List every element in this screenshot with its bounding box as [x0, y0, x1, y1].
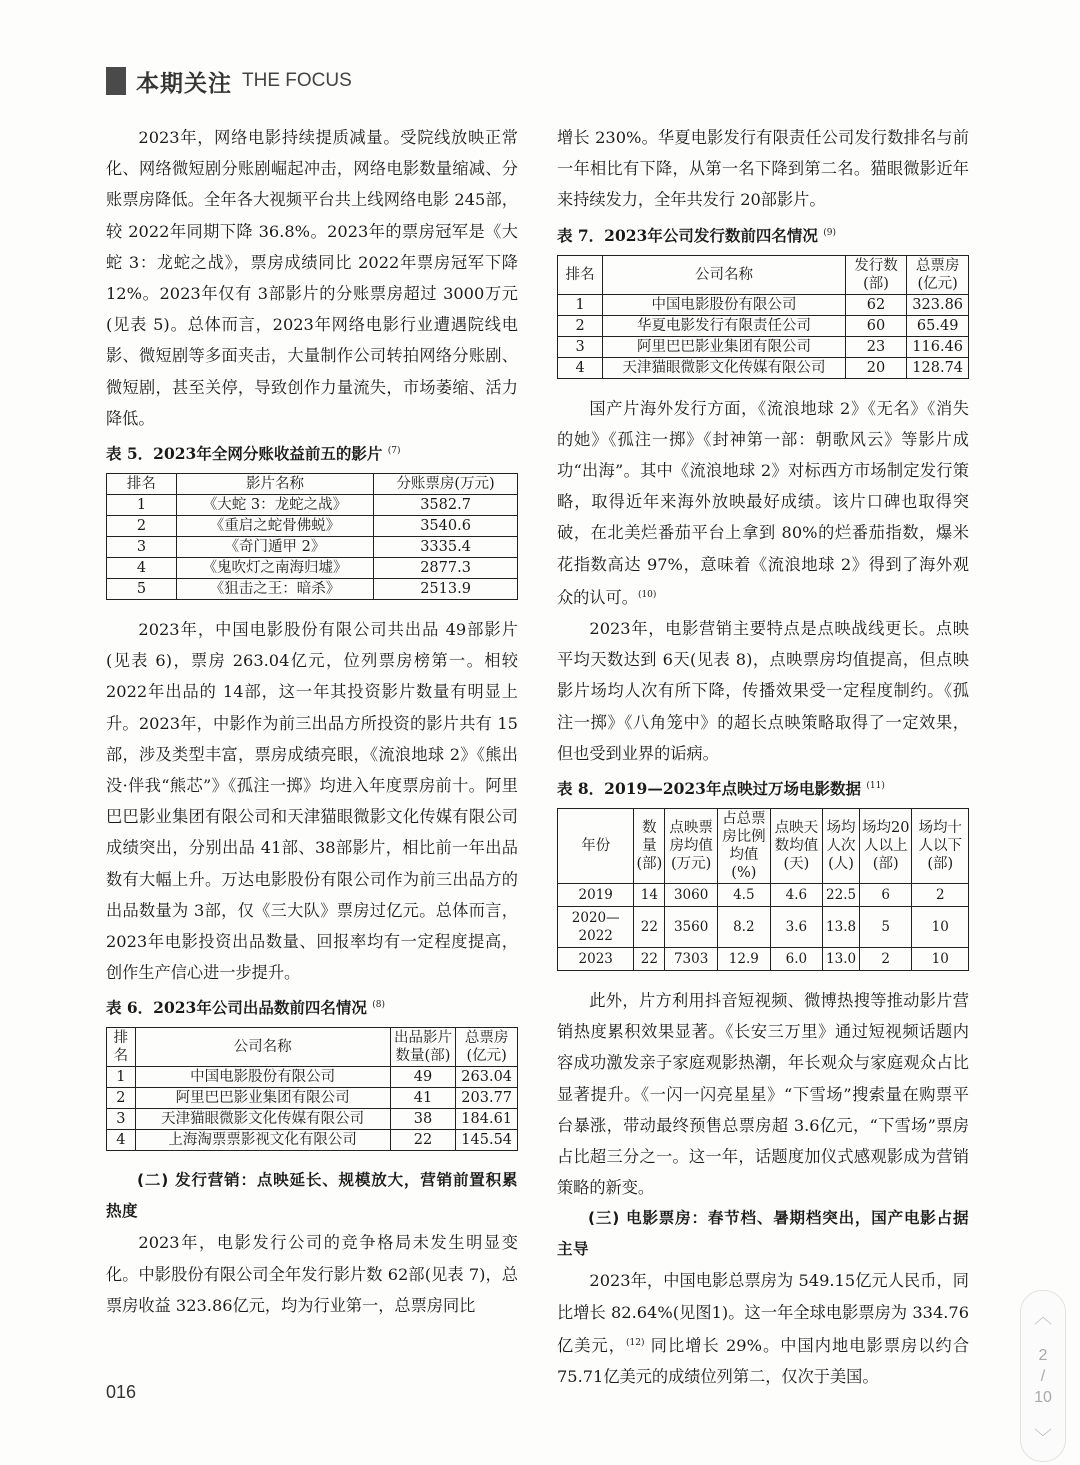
- table-cell: 2513.9: [374, 579, 518, 600]
- table-5-caption: 表 5．2023年全网分账收益前五的影片 $^{(7)}$: [106, 444, 401, 464]
- table-cell: 2: [107, 1088, 136, 1109]
- table-header-cell: 年份: [558, 809, 634, 884]
- table-header-cell: 总票房(亿元): [456, 1028, 518, 1067]
- table-8: [557, 808, 969, 971]
- table-cell: 1: [558, 294, 603, 315]
- table-cell: 145.54: [456, 1130, 518, 1151]
- prev-page-button[interactable]: ︿: [1034, 1307, 1052, 1327]
- table-header-cell: 点映票房均值(万元): [665, 809, 718, 884]
- table-header-row: [107, 474, 518, 495]
- table-cell: 323.86: [907, 294, 969, 315]
- table-row: [107, 1067, 518, 1088]
- current-page: 2: [1038, 1347, 1048, 1364]
- table-cell: 5: [107, 579, 177, 600]
- table-6-caption: 表 6．2023年公司出品数前四名情况 $^{(8)}$: [106, 998, 385, 1018]
- table-header-cell: 排名: [107, 1028, 136, 1067]
- page-separator: /: [1040, 1368, 1046, 1385]
- table-header-cell: 影片名称: [176, 474, 373, 495]
- paragraph: 国产片海外发行方面，《流浪地球 2》《无名》《消失的她》《孤注一掷》《封神第一部：朝歌风云》等影片成功“出海”。其中《流浪地球 2》对标西方市场制定发行策略，取得近年来海外放映最好成绩。该片口碑也取得突破，在北美烂番茄平台上拿到 80%的烂番茄指数，爆米花指数高达 97%，意味着《流浪地球 2》得到了海外观众的认可。$^{(10)}$: [557, 398, 969, 607]
- paragraph: 增长 230%。华夏电影发行有限责任公司发行数排名与前一年相比有下降，从第一名下降到第二名。猫眼微影近年来持续发力，全年共发行 20部影片。: [557, 128, 969, 210]
- total-pages: 10: [1034, 1389, 1052, 1406]
- table-cell: 49: [390, 1067, 456, 1088]
- table-cell: 2: [558, 315, 603, 336]
- table-row: [558, 948, 969, 971]
- table-row: [107, 1109, 518, 1130]
- table-cell: 阿里巴巴影业集团有限公司: [603, 336, 846, 357]
- table-cell: 2019: [558, 884, 634, 907]
- table-row: [558, 357, 969, 378]
- table-row: [558, 315, 969, 336]
- table-cell: 2023: [558, 948, 634, 971]
- table-row: [107, 1088, 518, 1109]
- paragraph: 2023年，中国电影股份有限公司共出品 49部影片(见表 6)，票房 263.04亿元，位列票房榜第一。相较 2022年出品的 14部，这一年其投资影片数量有明显上升。2023年，中影作为前三出品方所投资的影片共有 15部，涉及类型丰富，票房成绩亮眼，《流浪地球 2》《熊出没·伴我“熊芯”》《孤注一掷》均进入年度票房前十。阿里巴巴影业集团有限公司和天津猫眼微影文化传媒有限公司成绩突出，分别出品 41部、38部影片，相比前一年出品数有大幅上升。万达电影股份有限公司作为前三出品方的出品数量为 3部，仅《三大队》票房过亿元。总体而言，2023年电影投资出品数量、回报率均有一定程度提高，创作生产信心进一步提升。: [106, 620, 518, 983]
- paragraph: 此外，片方利用抖音短视频、微博热搜等推动影片营销热度累积效果显著。《长安三万里》通过短视频话题内容成功激发亲子家庭观影热潮，年长观众与家庭观众占比显著提升。《一闪一闪亮星星》“下雪场”搜索量在购票平台暴涨，带动最终预售总票房超 3.6亿元，“下雪场”票房占比超三分之一。这一年，话题度加仪式感观影成为营销策略的新变。: [557, 991, 969, 1198]
- table-cell: 184.61: [456, 1109, 518, 1130]
- table-row: [107, 537, 518, 558]
- table-row: [107, 1130, 518, 1151]
- table-header-cell: 占总票房比例均值(%): [718, 809, 771, 884]
- header-block-icon: [106, 67, 126, 95]
- table-cell: 3: [107, 537, 177, 558]
- table-header-cell: 数量(部): [634, 809, 665, 884]
- table-cell: 4: [107, 558, 177, 579]
- table-header-cell: 场均人次(人): [823, 809, 860, 884]
- page-navigator: [1020, 1290, 1066, 1462]
- table-cell: 2: [859, 948, 912, 971]
- table-cell: 6.0: [770, 948, 823, 971]
- table-cell: 阿里巴巴影业集团有限公司: [135, 1088, 390, 1109]
- table-header-row: [558, 255, 969, 294]
- table-cell: 中国电影股份有限公司: [135, 1067, 390, 1088]
- table-cell: 2: [912, 884, 969, 907]
- paragraph: 2023年，中国电影总票房为 549.15亿元人民币，同比增长 82.64%(见图1)。这一年全球电影票房为 334.76亿美元，$^{(12)}$ 同比增长 29%。中国内地电影票房以约合 75.71亿美元的成绩位列第二，仅次于美国。: [557, 1271, 970, 1387]
- next-page-button[interactable]: ﹀: [1034, 1428, 1052, 1448]
- table-cell: 116.46: [907, 336, 969, 357]
- table-cell: 128.74: [907, 357, 969, 378]
- table-cell: 20: [845, 357, 907, 378]
- table-cell: 中国电影股份有限公司: [603, 294, 846, 315]
- table-row: [558, 884, 969, 907]
- table-cell: 天津猫眼微影文化传媒有限公司: [603, 357, 846, 378]
- table-cell: 《重启之蛇骨佛蜕》: [176, 516, 373, 537]
- table-header-cell: 公司名称: [135, 1028, 390, 1067]
- table-cell: 10: [912, 948, 969, 971]
- table-cell: 41: [390, 1088, 456, 1109]
- table-cell: 14: [634, 884, 665, 907]
- table-cell: 60: [845, 315, 907, 336]
- table-row: [107, 495, 518, 516]
- table-cell: 2877.3: [374, 558, 518, 579]
- table-cell: 13.8: [823, 907, 860, 948]
- table-cell: 3: [107, 1109, 136, 1130]
- table-5: [106, 473, 518, 600]
- table-header-cell: 排名: [558, 255, 603, 294]
- table-cell: 7303: [665, 948, 718, 971]
- table-cell: 38: [390, 1109, 456, 1130]
- left-column: [106, 122, 518, 1321]
- table-cell: 65.49: [907, 315, 969, 336]
- table-cell: 4.5: [718, 884, 771, 907]
- table-cell: 10: [912, 907, 969, 948]
- table-cell: 13.0: [823, 948, 860, 971]
- table-row: [107, 579, 518, 600]
- table-cell: 22: [634, 948, 665, 971]
- table-cell: 《鬼吹灯之南海归墟》: [176, 558, 373, 579]
- table-header-cell: 排名: [107, 474, 177, 495]
- section-heading: (二) 发行营销：点映延长、规模放大，营销前置积累热度: [106, 1171, 518, 1221]
- table-cell: 4.6: [770, 884, 823, 907]
- table-cell: 2020—2022: [558, 907, 634, 948]
- table-cell: 62: [845, 294, 907, 315]
- table-cell: 3582.7: [374, 495, 518, 516]
- paragraph: 2023年，电影发行公司的竞争格局未发生明显变化。中影股份有限公司全年发行影片数 62部(见表 7)，总票房收益 323.86亿元，均为行业第一，总票房同比: [106, 1233, 518, 1315]
- table-header-cell: 场均20人以上(部): [859, 809, 912, 884]
- paragraph: 2023年，电影营销主要特点是点映战线更长。点映平均天数达到 6天(见表 8)，点映票房均值提高，但点映影片场均人次有所下降，传播效果受一定程度制约。《孤注一掷》《八角笼中》的超长点映策略取得了一定效果，但也受到业界的诟病。: [557, 619, 969, 763]
- table-6: [106, 1027, 518, 1151]
- table-row: [107, 516, 518, 537]
- table-header-cell: 发行数(部): [845, 255, 907, 294]
- table-cell: 23: [845, 336, 907, 357]
- table-cell: 华夏电影发行有限责任公司: [603, 315, 846, 336]
- table-cell: 3.6: [770, 907, 823, 948]
- table-cell: 12.9: [718, 948, 771, 971]
- table-cell: 3060: [665, 884, 718, 907]
- table-cell: 1: [107, 495, 177, 516]
- table-cell: 4: [558, 357, 603, 378]
- table-header-cell: 出品影片数量(部): [390, 1028, 456, 1067]
- table-row: [558, 336, 969, 357]
- table-cell: 上海淘票票影视文化有限公司: [135, 1130, 390, 1151]
- header-en-title: THE FOCUS: [242, 70, 352, 91]
- table-cell: 3540.6: [374, 516, 518, 537]
- table-cell: 《大蛇 3：龙蛇之战》: [176, 495, 373, 516]
- table-cell: 《狙击之王：暗杀》: [176, 579, 373, 600]
- table-header-cell: 公司名称: [603, 255, 846, 294]
- table-cell: 天津猫眼微影文化传媒有限公司: [135, 1109, 390, 1130]
- table-cell: 6: [859, 884, 912, 907]
- table-cell: 3560: [665, 907, 718, 948]
- right-column: [557, 122, 969, 1392]
- table-header-cell: 分账票房(万元): [374, 474, 518, 495]
- table-row: [107, 558, 518, 579]
- table-header-row: [558, 809, 969, 884]
- table-cell: 4: [107, 1130, 136, 1151]
- table-cell: 5: [859, 907, 912, 948]
- table-cell: 22: [390, 1130, 456, 1151]
- header-cn-title: 本期关注: [136, 70, 232, 97]
- table-7-caption: 表 7．2023年公司发行数前四名情况 $^{(9)}$: [557, 225, 836, 245]
- table-header-cell: 点映天数均值(天): [770, 809, 823, 884]
- table-cell: 22.5: [823, 884, 860, 907]
- table-row: [558, 294, 969, 315]
- table-cell: 263.04: [456, 1067, 518, 1088]
- table-row: [558, 907, 969, 948]
- table-header-cell: 场均十人以下(部): [912, 809, 969, 884]
- table-8-caption: 表 8．2019—2023年点映过万场电影数据 $^{(11)}$: [557, 779, 885, 799]
- table-7: [557, 255, 969, 379]
- section-header: [106, 64, 352, 98]
- table-cell: 《奇门遁甲 2》: [176, 537, 373, 558]
- table-header-cell: 总票房(亿元): [907, 255, 969, 294]
- table-cell: 3: [558, 336, 603, 357]
- page-number: 016: [106, 1382, 137, 1402]
- table-header-row: [107, 1028, 518, 1067]
- paragraph: 2023年，网络电影持续提质减量。受院线放映正常化、网络微短剧分账剧崛起冲击，网络电影数量缩减、分账票房降低。全年各大视频平台共上线网络电影 245部，较 2022年同期下降 36.8%。2023年的票房冠军是《大蛇 3：龙蛇之战》，票房成绩同比 2022年票房冠军下降 12%。2023年仅有 3部影片的分账票房超过 3000万元(见表 5)。总体而言，2023年网络电影行业遭遇院线电影、微短剧等多面夹击，大量制作公司转拍网络分账剧、微短剧，甚至关停，导致创作力量流失，市场萎缩、活力降低。: [106, 128, 518, 428]
- table-cell: 3335.4: [374, 537, 518, 558]
- table-cell: 2: [107, 516, 177, 537]
- table-cell: 203.77: [456, 1088, 518, 1109]
- table-cell: 1: [107, 1067, 136, 1088]
- table-cell: 8.2: [718, 907, 771, 948]
- section-heading: (三) 电影票房：春节档、暑期档突出，国产电影占据主导: [557, 1209, 969, 1259]
- table-cell: 22: [634, 907, 665, 948]
